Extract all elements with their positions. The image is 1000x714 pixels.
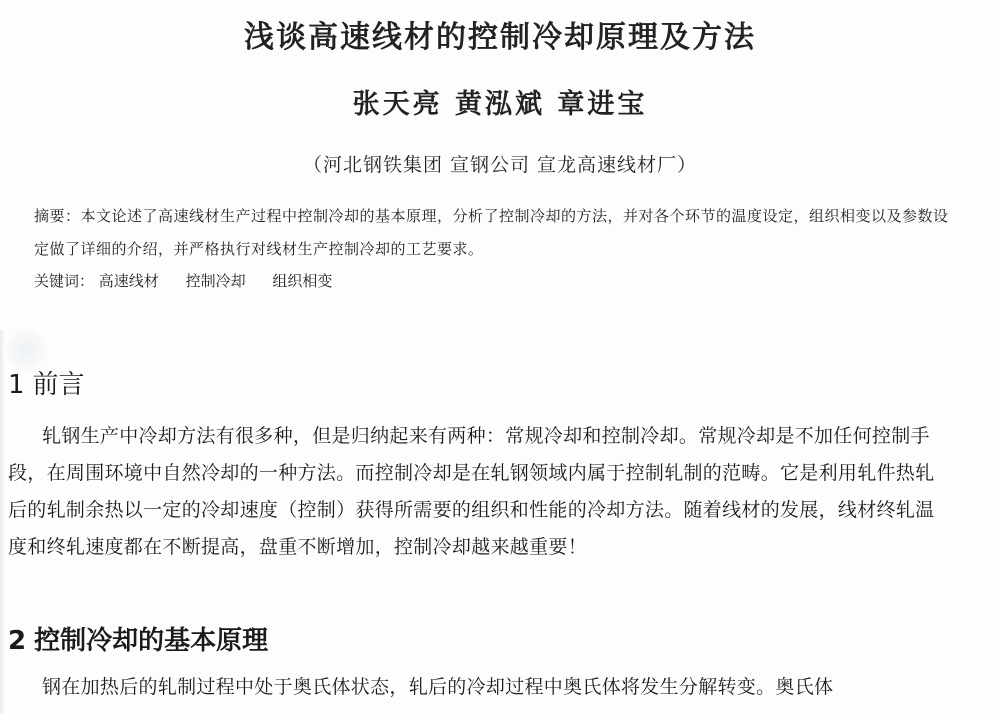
keywords-line (34, 270, 354, 291)
keyword: 控制冷却 (185, 272, 246, 290)
section-title: 控制冷却的基本原理 (34, 626, 269, 656)
section-2-paragraph: 钢在加热后的轧制过程中处于奥氏体状态，轧后的冷却过程中奥氏体将发生分解转变。奥氏体 (42, 676, 834, 698)
section-1-paragraph: 轧钢生产中冷却方法有很多种，但是归纳起来有两种：常规冷却和控制冷却。常规冷却是不加任何控制手段，在周围环境中自然冷却的一种方法。而控制冷却是在轧钢领域内属于控制轧制的范畴。它是利用轧件热轧后的轧制余热以一定的冷却速度（控制）获得所需要的组织和性能的冷却方法。随着线材的发展，线材终轧温度和终轧速度都在不断提高，盘重不断增加，控制冷却越来越重要！ (8, 425, 935, 558)
section-number: 1 (8, 370, 25, 400)
paper-title: 浅谈高速线材的控制冷却原理及方法 (244, 20, 756, 55)
keyword: 组织相变 (272, 272, 333, 290)
section-heading-2 (8, 620, 268, 657)
section-heading-1 (8, 364, 85, 401)
keywords-label: 关键词： (34, 272, 95, 290)
paper-authors: 张天亮 黄泓斌 章进宝 (352, 89, 648, 120)
paper-affiliation: （河北钢铁集团 宣钢公司 宣龙高速线材厂） (302, 154, 698, 176)
section-number: 2 (8, 626, 27, 656)
section-title: 前言 (32, 370, 85, 400)
paper-abstract: 摘要：本文论述了高速线材生产过程中控制冷却的基本原理，分析了控制冷却的方法，并对各个环节的温度设定，组织相变以及参数设定做了详细的介绍，并严格执行对线材生产控制冷却的工艺要求。 (34, 207, 949, 258)
keyword: 高速线材 (98, 272, 159, 290)
scan-shadow (0, 330, 5, 714)
